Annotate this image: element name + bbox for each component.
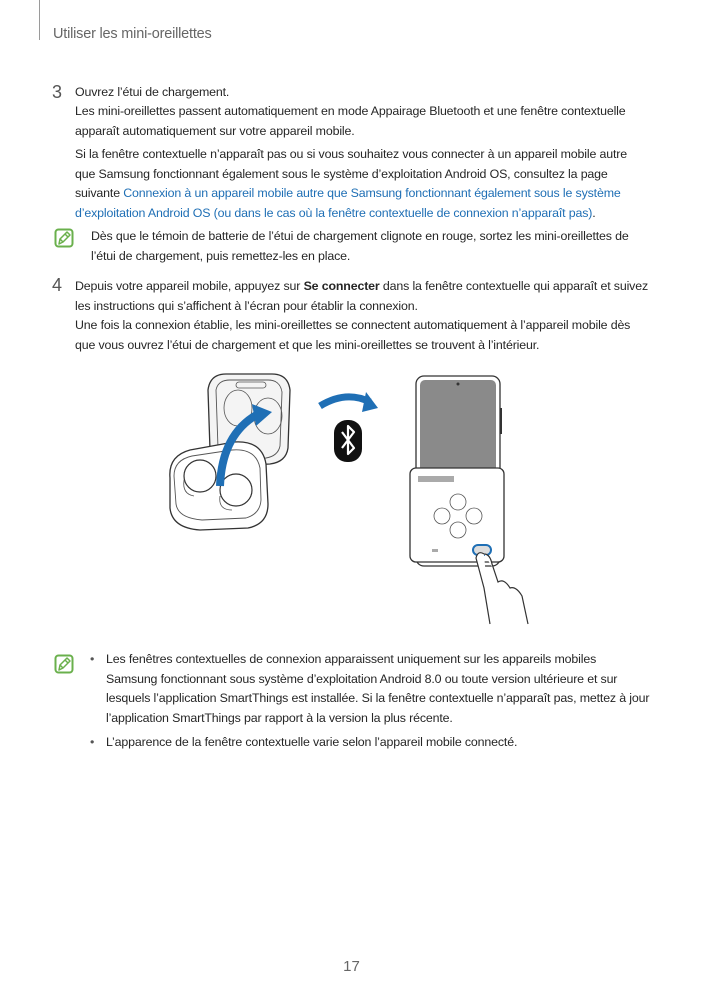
note-pencil-icon — [54, 654, 74, 674]
step-paragraph: Les mini-oreillettes passent automatiquement en mode Appairage Bluetooth et une fenêtre contextuelle apparaît automatiquement sur votre appareil mobile. — [75, 104, 626, 138]
step-number: 4 — [52, 275, 63, 295]
tapping-hand — [476, 553, 528, 624]
header-rule — [39, 0, 40, 40]
cross-reference-link[interactable]: Connexion à un appareil mobile autre que Samsung fonctionnant également sous le système d’exploitation Android OS (ou dans le cas où la fenêtre contextuelle de connexion n’apparaît pas) — [75, 186, 621, 220]
step-paragraph — [75, 145, 650, 223]
smartphone-illustration — [410, 376, 504, 566]
bullet-dot: • — [90, 652, 95, 666]
note-bullet-item — [90, 733, 650, 753]
transfer-arrow — [320, 397, 370, 406]
pairing-illustration — [160, 368, 540, 638]
page-number: 17 — [343, 958, 360, 975]
transfer-arrow-head — [362, 392, 378, 412]
section-title: Utiliser les mini-oreillettes — [53, 26, 212, 42]
bullet-dot: • — [90, 735, 95, 750]
note-pencil-icon — [54, 228, 74, 248]
ui-term-connect: Se connecter — [303, 279, 380, 293]
step-paragraph — [75, 277, 650, 316]
note-bullet-list — [90, 650, 650, 758]
step-number: 3 — [52, 82, 63, 102]
step-paragraph: Une fois la connexion établie, les mini-oreillettes se connectent automatiquement à l’appareil mobile dès que vous ouvrez l’étui de chargement et que les mini-oreillettes se trouvent à l’intérieur. — [75, 318, 631, 352]
bluetooth-icon — [334, 420, 362, 462]
bullet-text: L’apparence de la fenêtre contextuelle varie selon l’appareil mobile connecté. — [106, 735, 518, 750]
paragraph-text: dans la fenêtre contextuelle qui apparaît et suivez les instructions qui s’affichent à l’écran pour établir la connexion. — [75, 279, 649, 313]
paragraph-text: Depuis votre appareil mobile, appuyez sur — [75, 279, 304, 293]
note-text: Dès que le témoin de batterie de l’étui de chargement clignote en rouge, sortez les mini-oreillettes de l’étui de chargement, puis remettez-les en place. — [91, 229, 629, 263]
paragraph-text: . — [592, 205, 596, 220]
bullet-text: Les fenêtres contextuelles de connexion apparaissent uniquement sur les appareils mobiles Samsung fonctionnant sous système d’exploitation Android 8.0 ou toute version ultérieure et sur lesquels l’application SmartThings est installée. Si la fenêtre contextuelle n’apparaît pas, mettez à jour l’application SmartThings par rapport à la version la plus récente. — [106, 652, 650, 725]
step-title: Ouvrez l’étui de chargement. — [75, 85, 230, 99]
note-bullet-item — [90, 650, 650, 728]
paragraph-text: Si la fenêtre contextuelle n’apparaît pas ou si vous souhaitez vous connecter à un appareil mobile autre que Samsung fonctionnant également sous le système d’exploitation Android OS, consultez la page suivante — [75, 147, 627, 201]
